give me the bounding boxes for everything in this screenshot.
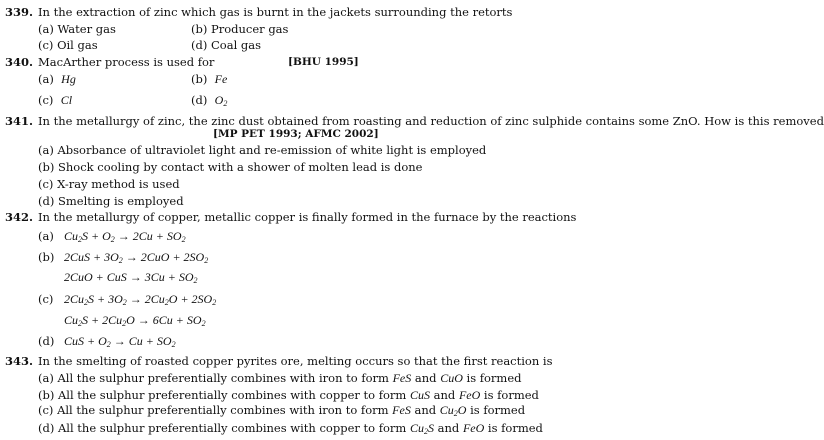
option-b: (b) Fe: [191, 72, 228, 86]
option-a: (a) Hg: [38, 72, 76, 86]
option-a: (a) Water gas: [38, 22, 116, 36]
option-b: (b) Shock cooling by contact with a shower of molten lead is done: [38, 160, 423, 174]
option-d: (d) Coal gas: [191, 38, 262, 52]
option-a: (a) All the sulphur preferentially combines with iron to form FeS and CuO is formed: [38, 371, 522, 385]
reaction-equation: $Cu_2S + 2Cu_2O \to 6Cu + SO_2$: [64, 313, 206, 328]
option-d: (d): [38, 334, 55, 348]
option-d: (d) $O_2$: [191, 93, 228, 108]
question-text: MacArther process is used for: [38, 55, 215, 69]
option-d: (d) Smelting is employed: [38, 194, 184, 208]
question-number: 343.: [5, 354, 34, 368]
reaction-equation: $Cu_2S + O_2 \to 2Cu + SO_2$: [64, 229, 186, 244]
formula: Fe: [214, 72, 228, 86]
question-text: In the metallurgy of copper, metallic copper is finally formed in the furnace by the reactions: [38, 210, 577, 224]
reaction-equation: $2CuS + 3O_2 \to 2CuO + 2SO_2$: [64, 250, 209, 265]
option-c: (c) Oil gas: [38, 38, 98, 52]
question-text: In the extraction of zinc which gas is burnt in the jackets surrounding the retorts: [38, 5, 513, 19]
option-c: (c) All the sulphur preferentially combines with iron to form FeS and $Cu_2O$ is formed: [38, 403, 526, 418]
option-a: (a) Absorbance of ultraviolet light and re-emission of white light is employed: [38, 143, 487, 157]
question-text: In the metallurgy of zinc, the zinc dust obtained from roasting and reduction of zinc sulphide contains some ZnO. How is this removed: [38, 114, 824, 128]
option-d: (d) All the sulphur preferentially combines with copper to form $Cu_2S$ and FeO is formed: [38, 421, 543, 436]
option-c: (c) Cl: [38, 93, 73, 107]
exam-reference: [MP PET 1993; AFMC 2002]: [213, 128, 379, 140]
option-b: (b) All the sulphur preferentially combines with copper to form CuS and FeO is formed: [38, 388, 539, 402]
reaction-equation: $2Cu_2S + 3O_2 \to 2Cu_2O + 2SO_2$: [64, 292, 217, 307]
reaction-equation: CuS + $O_2 \to Cu + SO_2$: [64, 334, 176, 349]
option-b: (b): [38, 250, 55, 264]
question-number: 341.: [5, 114, 34, 128]
reaction-equation: 2CuO + CuS → $3Cu + SO_2$: [64, 270, 198, 285]
formula: Cl: [60, 93, 73, 107]
question-text: In the smelting of roasted copper pyrites ore, melting occurs so that the first reaction is: [38, 354, 553, 368]
question-number: 340.: [5, 55, 34, 69]
exam-reference: [BHU 1995]: [288, 56, 359, 68]
question-number: 339.: [5, 5, 34, 19]
formula: Hg: [61, 72, 76, 86]
option-c: (c): [38, 292, 54, 306]
option-a: (a): [38, 229, 54, 243]
formula: $O_2$: [214, 93, 228, 108]
question-number: 342.: [5, 210, 34, 224]
option-b: (b) Producer gas: [191, 22, 289, 36]
option-c: (c) X-ray method is used: [38, 177, 180, 191]
